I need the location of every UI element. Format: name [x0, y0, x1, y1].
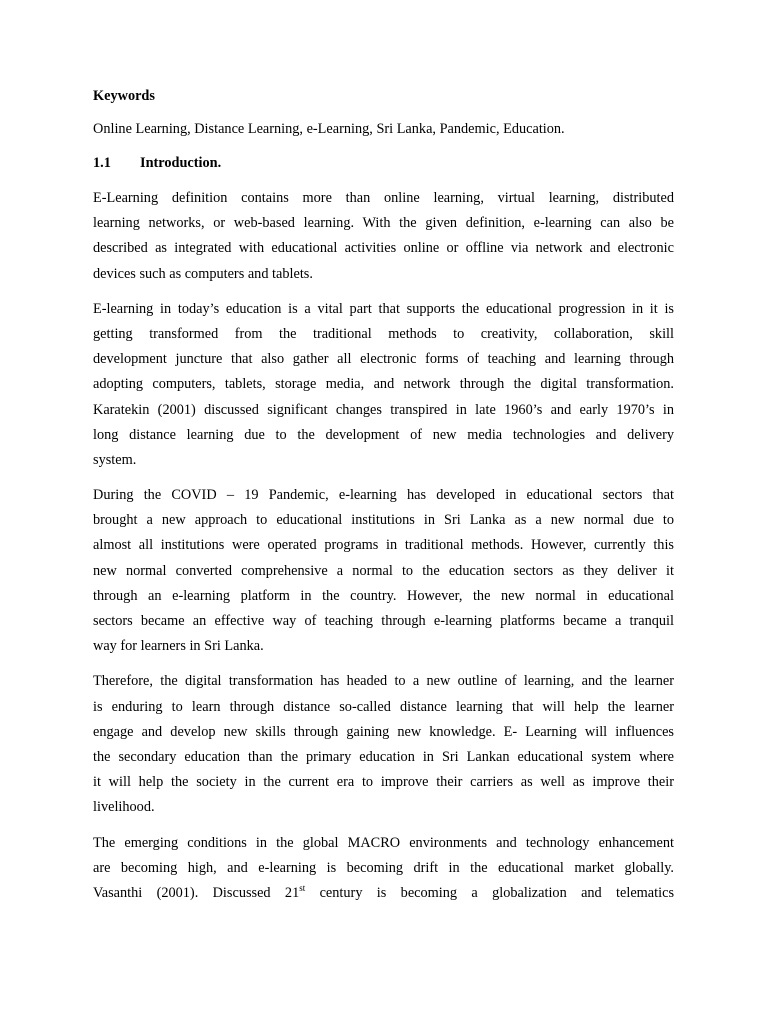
section-number: 1.1: [93, 155, 111, 171]
section-heading: [93, 152, 674, 174]
paragraph-line: sectors became an effective way of teaching through e-learning platforms became a tranquil: [93, 613, 674, 629]
paragraph-line: The emerging conditions in the global MACRO environments and technology enhancement: [93, 834, 674, 851]
paragraph-line: it will help the society in the current era to improve their carriers as well as improve their: [93, 774, 674, 791]
document-page: [93, 85, 674, 916]
paragraph-line: way for learners in Sri Lanka.: [93, 638, 264, 655]
paragraph-line: almost all institutions were operated programs in traditional methods. However, currently this: [93, 537, 674, 554]
paragraph-line: engage and develop new skills through gaining new knowledge. E- Learning will influences: [93, 723, 674, 740]
line-text-after: century is becoming a globalization and telematics: [305, 884, 675, 901]
paragraph-line: described as integrated with educational activities online or offline via network and electronic: [93, 240, 674, 257]
paragraph-line: Karatekin (2001) discussed significant changes transpired in late 1960’s and early 1970’s in: [93, 401, 674, 418]
paragraph-line: learning networks, or web-based learning. With the given definition, e-learning can also be: [93, 215, 674, 232]
paragraph-line: devices such as computers and tablets.: [93, 265, 313, 282]
ordinal-superscript: st: [299, 883, 306, 894]
paragraph-line: system.: [93, 451, 137, 468]
paragraph-line: development juncture that also gather all electronic forms of teaching and learning through: [93, 351, 674, 368]
paragraph-line: livelihood.: [93, 799, 155, 816]
paragraph-line: through an e-learning platform in the country. However, the new normal in educational: [93, 587, 674, 604]
keywords-heading: Keywords: [93, 88, 155, 104]
paragraph-line: getting transformed from the traditional methods to creativity, collaboration, skill: [93, 325, 674, 342]
line-text-before: Vasanthi (2001). Discussed 21: [93, 884, 300, 901]
section-title: Introduction.: [140, 155, 222, 171]
paragraph-line: new normal converted comprehensive a normal to the education sectors as they deliver it: [93, 562, 674, 579]
paragraph-elearning-today: [93, 297, 674, 473]
paragraph-line: brought a new approach to educational institutions in Sri Lanka as a new normal due to: [93, 512, 674, 529]
paragraph-line: E-Learning definition contains more than online learning, virtual learning, distributed: [93, 190, 674, 206]
paragraph-line: are becoming high, and e-learning is becoming drift in the educational market globally.: [93, 859, 674, 876]
paragraph-elearning-definition: [93, 186, 674, 287]
paragraph-line: long distance learning due to the development of new media technologies and delivery: [93, 426, 674, 443]
paragraph-line: During the COVID – 19 Pandemic, e-learning has developed in educational sectors that: [93, 487, 674, 504]
paragraph-line: Therefore, the digital transformation has headed to a new outline of learning, and the learner: [93, 673, 674, 690]
paragraph-covid-pandemic: [93, 483, 674, 659]
paragraph-line: is enduring to learn through distance so-called distance learning that will help the learner: [93, 698, 674, 715]
paragraph-line: adopting computers, tablets, storage media, and network through the digital transformation.: [93, 376, 674, 393]
keywords-text: Online Learning, Distance Learning, e-Learning, Sri Lanka, Pandemic, Education.: [93, 121, 565, 137]
paragraph-line: E-learning in today’s education is a vital part that supports the educational progression in it is: [93, 300, 674, 317]
paragraph-digital-transformation: [93, 669, 674, 820]
paragraph-emerging-conditions: [93, 831, 674, 907]
paragraph-line: the secondary education than the primary education in Sri Lankan educational system where: [93, 748, 674, 765]
paragraph-line-with-superscript: [93, 881, 674, 906]
